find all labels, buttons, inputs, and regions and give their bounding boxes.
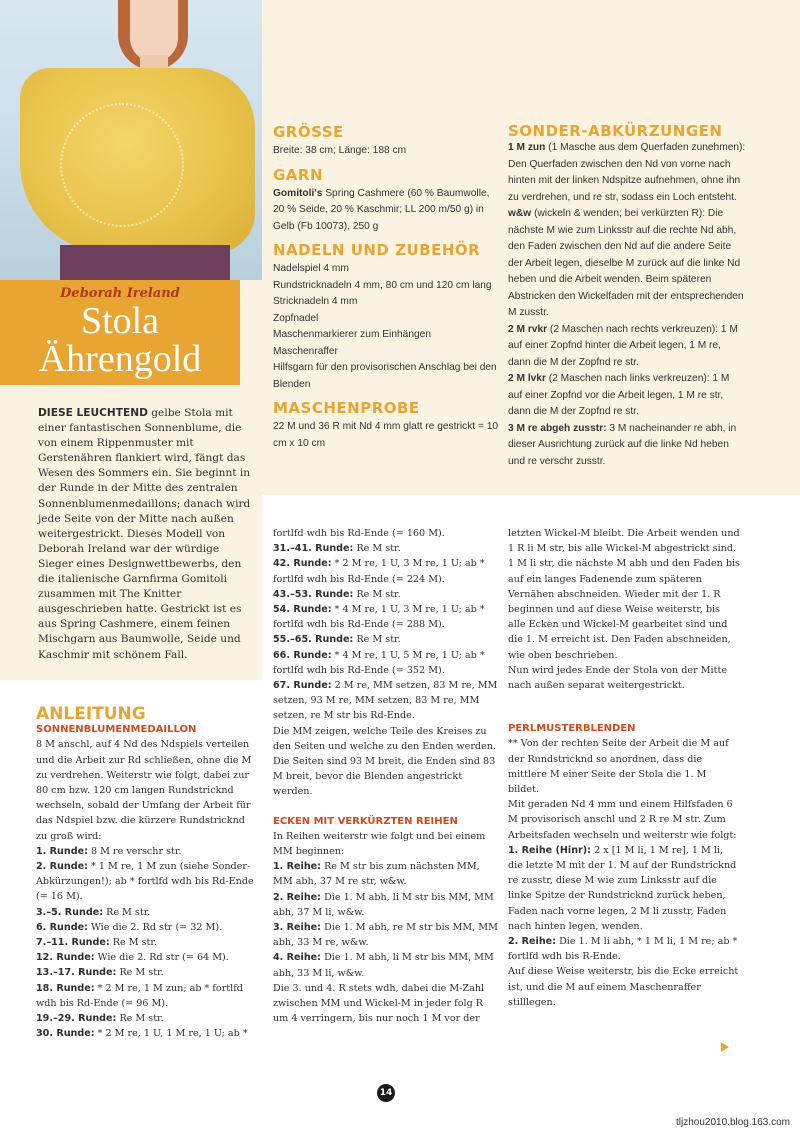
nadeln-item: Nadelspiel 4 mm [273,263,349,274]
specs-column [273,123,501,452]
abbreviation-term: 1 M zun [508,142,546,153]
abbreviation-text: (2 Maschen nach links verkreuzen): 1 M auf einer Zopfnd vor die Arbeit legen, 1 M re str, dann die M der Zopfnd re str. [508,373,730,417]
abbreviation-item [508,322,746,372]
round-line: 55.–65. Runde: Re M str. [273,634,401,646]
abbreviation-term: 2 M lvkr [508,373,546,384]
title-banner [0,280,240,385]
anleitung-heading: ANLEITUNG [36,704,146,724]
intro-text [38,406,256,663]
round-line: 3.–5. Runde: Re M str. [36,906,151,918]
groesse-text: Breite: 38 cm; Länge: 188 cm [273,145,407,156]
round-line: 6. Runde: Wie die 2. Rd str (= 32 M). [36,921,223,933]
intro-body: gelbe Stola mit einer fantastischen Sonnenblume, die von einem Rippenmuster mit Gerstenähren flankiert wird, fängt das Wesen des Sommers ein. Sie beginnt in der Runde in der Mitte des zentralen Sonnenblumenmedaillons; danach wird jede Seite von der Mitte nach außen weitergestrickt. Dieses Modell von Deborah Ireland war der würdige Sieger eines Designwettbewerbs, den die italienische Garnfirma Gomitoli zusammen mit The Knitter ausgeschrieben hatte. Gestrickt ist es aus Spring Cashmere, einem feinen Mischgarn aus Baumwolle, Seide und Kaschmir mit schönem Fall. [38,407,251,661]
model-photo [0,0,262,280]
ecken-heading: ECKEN MIT VERKÜRZTEN REIHEN [273,815,458,827]
nadeln-heading: NADELN UND ZUBEHÖR [273,241,481,259]
round-line: 13.–17. Runde: Re M str. [36,967,164,979]
round-line: 2. Runde: * 1 M re, 1 M zun (siehe Sonder-Abkürzungen!); ab * fortlfd wdh bis Rd-Ende (= 16 M). [36,861,254,903]
perlmuster-heading: PERLMUSTERBLENDEN [508,723,636,735]
row-line: 4. Reihe: Die 1. M abh, li M str bis MM, MM abh, 33 M li, w&w. [273,952,494,979]
perlmuster-intro: ** Von der rechten Seite der Arbeit die M auf der Rundstricknd so anordnen, dass die mittlere M einer Seite der Stola die 1. M bildet. [508,738,729,796]
wickel-continuation: letzten Wickel-M bleibt. Die Arbeit wenden und 1 R li M str, bis alle Wickel-M abgestrickt sind. 1 M li str, die nächste M abh und den Faden bis auf ein langes Fadenende zum späteren Vernähen abschneiden. Wieder mit der 1. R beginnen und auf diese Weise weiterstr, bis alle Ecken und Wickel-M gearbeitet sind und die 1. M erreicht ist. Den Faden abschneiden, wie oben beschrieben. [508,528,740,661]
abbreviations-heading: SONDER-ABKÜRZUNGEN [508,122,723,140]
abbreviation-item [508,421,746,471]
mm-explanation: Die MM zeigen, welche Teile des Kreises zu den Seiten und welche zu den Enden werden. Die Seiten sind 93 M breit, die Enden sind 83 M breit, bevor die Blenden angestrickt werden. [273,725,496,798]
abbreviation-term: 2 M rvkr [508,323,548,335]
round-line: 1. Runde: 8 M re verschr str. [36,845,182,857]
perlmuster-text: Mit geraden Nd 4 mm und einem Hilfsfaden 6 M provisorisch anschl und 2 R re M str. Zum Arbeitsfaden wechseln und weiterstr wie folgt: [508,799,737,841]
instructions-column-3 [508,526,740,1010]
abbreviation-text: (2 Maschen nach rechts verkreuzen): 1 M auf einer Zopfnd hinter die Arbeit legen, 1 M re, dann die M der Zopfnd re str. [508,323,738,368]
photo-pants [60,245,230,280]
round-line: 43.–53. Runde: Re M str. [273,588,401,600]
row-line: 1. Reihe (Hinr): 2 x [1 M li, 1 M re], 1 M li, die letzte M mit der 1. M auf der Rundstricknd re zusstr, diese M wie zum Linksstr auf die linke Spitze der Rundstricknd zurück heben, Faden nach vorne legen, 2 M li zusstr, Faden nach hinten legen, wenden. [508,844,737,932]
abbreviation-item [508,206,746,322]
round-line: 42. Runde: * 2 M re, 1 U, 3 M re, 1 U; ab * fortlfd wdh bis Rd-Ende (= 224 M). [273,558,485,585]
round-line: 7.–11. Runde: Re M str. [36,937,157,949]
watermark: tljzhou2010.blog.163.com [676,1117,790,1128]
page-number: 14 [377,1084,395,1102]
nadeln-item: Hilfsgarn für den provisorischen Anschlag bei den Blenden [273,362,497,390]
nadeln-item: Rundstricknadeln 4 mm, 80 cm und 120 cm lang [273,279,492,291]
title-line-2: Ährengold [38,338,202,380]
garn-text [273,186,501,236]
row-line: 2. Reihe: Die 1. M li abh, * 1 M li, 1 M re; ab * fortlfd wdh bis R-Ende. [508,936,738,963]
maschenprobe-text: 22 M und 36 R mit Nd 4 mm glatt re gestrickt = 10 cm x 10 cm [273,421,499,449]
abbreviation-text: 3 M nacheinander re abh, in dieser Ausrichtung zurück auf die linke Nd heben und re verschr zusstr. [508,422,737,467]
row-line: 3. Reihe: Die 1. M abh, re M str bis MM, MM abh, 33 M re, w&w. [273,922,498,949]
medaillon-intro: 8 M anschl, auf 4 Nd des Ndspiels verteilen und die Arbeit zur Rd schließen, ohne die M zu verdrehen. Weiterstr wie folgt, dabei zur 80 cm bzw. 120 cm langen Rundstricknd wechseln, sobald der Umfang der Arbeit für das Ndspiel bzw. die kürzere Rundstricknd zu groß wird: [36,739,252,842]
abbreviation-text: (1 Masche aus dem Querfaden zunehmen): Den Querfaden zwischen den Nd von vorne nach hinten mit der linken Ndspitze aufnehmen, ohne ihn zu verdrehen, und re str, sodass ein Loch entsteht. [508,142,746,203]
abbreviation-term: 3 M re abgeh zusstr: [508,422,607,434]
designer-name: Deborah Ireland [60,286,180,301]
round-line: 30. Runde: * 2 M re, 1 U, 1 M re, 1 U; ab * [36,1028,248,1040]
round-line: 19.–29. Runde: Re M str. [36,1013,164,1025]
continue-arrow-icon [721,1042,729,1052]
photo-shawl [20,68,255,253]
garn-heading: GARN [273,165,324,184]
nadeln-item: Maschenmarkierer zum Einhängen [273,329,431,340]
nadeln-item: Stricknadeln 4 mm [273,296,358,307]
row-line: 2. Reihe: Die 1. M abh, li M str bis MM, MM abh, 37 M li, w&w. [273,891,494,918]
instructions-column-2 [273,526,501,1027]
nadeln-item: Maschenraffer [273,345,338,357]
abbreviation-item [508,140,746,206]
round-line: 67. Runde: 2 M re, MM setzen, 83 M re, MM setzen, 93 M re, MM setzen, 83 M re, MM setzen, re M str bis Rd-Ende. [273,680,498,722]
instructions-column-1 [36,704,258,1041]
maschenprobe-heading: MASCHENPROBE [273,399,420,417]
garn-description: Spring Cashmere (60 % Baumwolle, 20 % Seide, 20 % Kaschmir; LL 200 m/50 g) in Gelb (Fb 10073), 250 g [273,187,490,232]
round-line: 18. Runde: * 2 M re, 1 M zun; ab * fortlfd wdh bis Rd-Ende (= 96 M). [36,982,243,1009]
round-line: 54. Runde: * 4 M re, 1 U, 3 M re, 1 U; ab * fortlfd wdh bis Rd-Ende (= 288 M). [273,604,485,631]
round-line: 31.–41. Runde: Re M str. [273,543,401,555]
ecken-intro: In Reihen weiterstr wie folgt und bei einem MM beginnen: [273,830,486,858]
abbreviation-item [508,371,746,421]
intro-lead: DIESE LEUCHTEND [38,407,148,419]
ecken-end: Die 3. und 4. R stets wdh, dabei die M-Zahl zwischen MM und Wickel-M in jeder folg R um 4 verringern, bis nur noch 1 M vor der [273,982,485,1025]
abbreviation-text: (wickeln & wenden; bei verkürzten R): Die nächste M wie zum Linksstr auf die rechte Nd abh, den Faden zwischen den Nd auf die andere Seite der Arbeit legen, dieselbe M zurück auf die linke Nd heben und die Arbeit wenden. Beim späteren Abstricken den Wickelfaden mit der entsprechenden M zusstr. [508,208,744,318]
groesse-heading: GRÖSSE [273,123,344,141]
round-line: 66. Runde: * 4 M re, 1 U, 5 M re, 1 U; ab * fortlfd wdh bis Rd-Ende (= 352 M). [273,649,485,676]
stola-ends-note: Nun wird jedes Ende der Stola von der Mitte nach außen separat weitergestrickt. [508,664,728,692]
title-line-1: Stola [80,300,160,342]
garn-brand: Gomitoli's [273,187,323,199]
row-line: 1. Reihe: Re M str bis zum nächsten MM, MM abh, 37 M re str, w&w. [273,861,480,888]
nadeln-item: Zopfnadel [273,312,319,324]
abbreviation-term: w&w [508,208,532,219]
round-continuation: fortlfd wdh bis Rd-Ende (= 160 M). [273,528,445,539]
abbreviations-column [508,122,746,470]
perlmuster-end: Auf diese Weise weiterstr, bis die Ecke erreicht ist, und die M auf einem Maschenraffer stilllegen. [508,966,739,1008]
medaillon-heading: SONNENBLUMENMEDAILLON [36,724,197,736]
round-line: 12. Runde: Wie die 2. Rd str (= 64 M). [36,952,229,964]
photo-face [130,0,178,62]
